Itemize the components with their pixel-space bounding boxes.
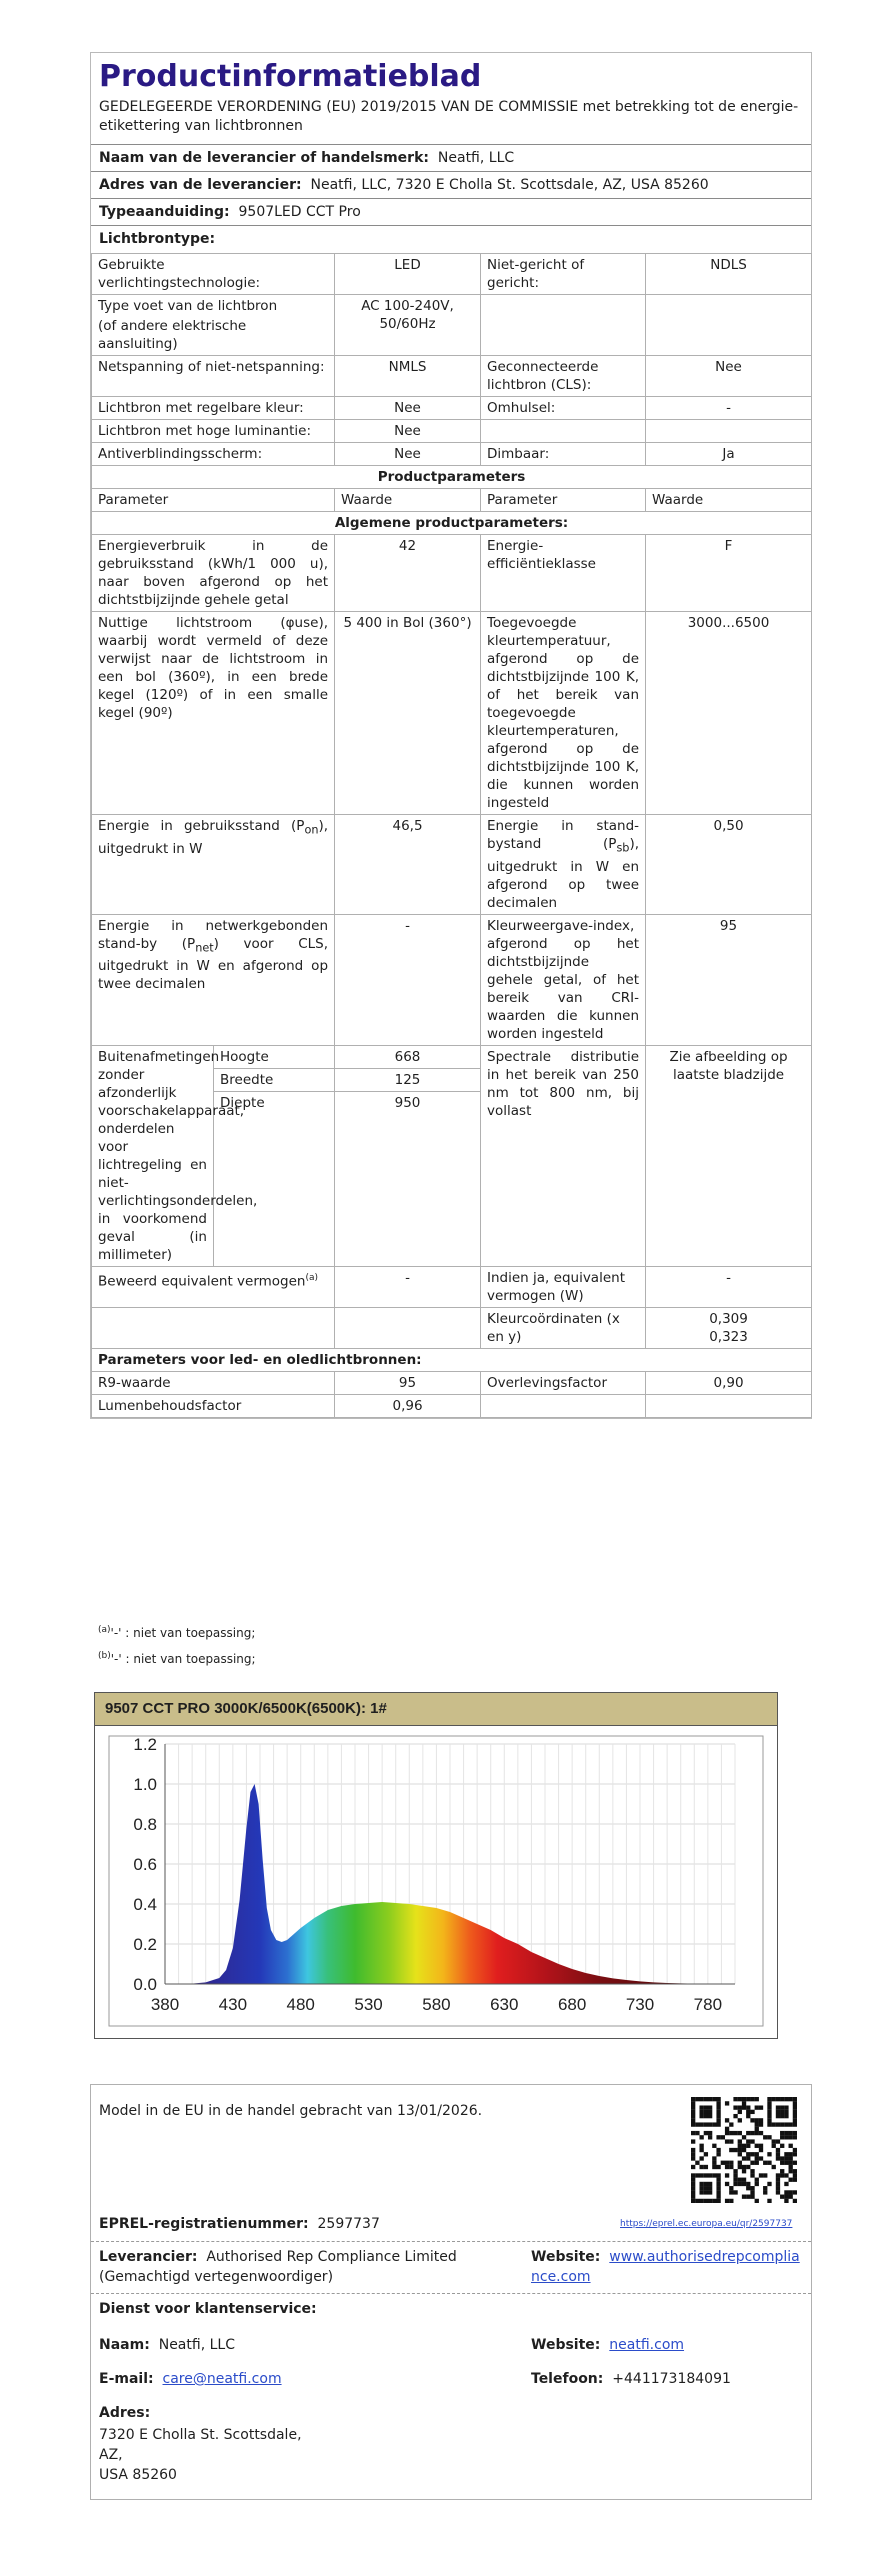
table-row [92,914,812,1045]
param-value: 0,96 [335,1394,481,1417]
param-value: 95 [335,1371,481,1394]
param-label: Energie in stand-bystand $(P_{sb})$, uitgedrukt in W en afgerond op twee decimalen [481,815,646,915]
param-label: Nuttige lichtstroom (φuse), waarbij wordt vermeld of deze verwijst naar de lichtstroom in een bol (360º), in een brede kegel (120º) of in een smalle kegel (90º) [92,612,335,815]
param-label: Toegevoegde kleurtemperatuur, afgerond op de dichtstbijzijnde 100 K, of het bereik van toegevoegde kleurtemperaturen, afgerond op de dichtstbijzijnde 100 K, die kunnen worden ingesteld [481,612,646,815]
param-value: 42 [335,535,481,612]
dimension-values: 668 125 950 [335,1045,481,1266]
param-value: NMLS [335,356,481,397]
chart-title: 9507 CCT PRO 3000K/6500K(6500K): 1# [95,1693,777,1726]
param-label: Lichtbron met hoge luminantie: [92,420,335,443]
section-header-row: Parameters voor led- en oledlichtbronnen: [92,1348,812,1371]
param-value: 95 [646,914,812,1045]
param-label: Lumenbehoudsfactor [92,1394,335,1417]
spectrum-chart [94,1692,778,2039]
eprel-qr-link[interactable]: https://eprel.ec.europa.eu/qr/2597737 [620,2219,793,2229]
table-row [92,535,812,612]
table-row [92,420,812,443]
param-label: Type voet van de lichtbron (of andere elektrische aansluiting) [92,295,335,356]
placed-on-market-text: Model in de EU in de handel gebracht van 13/01/2026. [99,2103,483,2119]
param-value: 0,90 [646,1371,812,1394]
table-row [92,1266,812,1307]
param-value: Nee [335,397,481,420]
eprel-registration: EPREL-registratienummer: 2597737 [99,2216,380,2232]
authorised-rep-website: Website: www.authorisedrepcomplia nce.com [531,2249,800,2285]
param-value: AC 100-240V, 50/60Hz [335,295,481,356]
table-row [92,815,812,915]
param-label: Lichtbron met regelbare kleur: [92,397,335,420]
address-row: Adres van de leverancier: Neatfi, LLC, 7320 E Cholla St. Scottsdale, AZ, USA 85260 [91,171,811,198]
service-email: E-mail: care@neatfi.com [99,2371,282,2387]
param-label: Geconnecteerde lichtbron (CLS): [481,356,646,397]
y-tick-label: 0.6 [133,1855,157,1874]
param-value: 0,309 0,323 [646,1307,812,1348]
param-value: - [335,1266,481,1307]
table-row [92,1394,812,1417]
y-tick-label: 1.2 [133,1735,157,1754]
table-row [92,254,812,295]
param-label: Spectrale distributie in het bereik van 250 nm tot 800 nm, bij vollast [481,1045,646,1266]
param-label: Kleurcoördinaten (x en y) [481,1307,646,1348]
model-row: Typeaanduiding: 9507LED CCT Pro [91,198,811,225]
param-label: Energieverbruik in de gebruiksstand (kWh/1 000 u), naar boven afgerond op het dichtstbijzijnde gehele getal [92,535,335,612]
param-label: Energie in netwerkgebonden stand-by $(P_{net})$ voor CLS, uitgedrukt in W en afgerond op twee decimalen [92,914,335,1045]
x-tick-label: 780 [693,1995,723,2014]
y-tick-label: 0.0 [133,1975,157,1994]
param-value: F [646,535,812,612]
param-label: Netspanning of niet-netspanning: [92,356,335,397]
param-label: Niet-gericht of gericht: [481,254,646,295]
table-row [92,1307,812,1348]
table-row [92,1371,812,1394]
parameter-table [91,253,812,1418]
param-label: Antiverblindingsscherm: [92,443,335,466]
customer-service-title: Dienst voor klantenservice: [99,2301,317,2317]
table-row [92,356,812,397]
param-value: 46,5 [335,815,481,915]
table-row [92,397,812,420]
section-header-row: Productparameters [92,466,812,489]
y-tick-label: 0.4 [133,1895,157,1914]
param-value: NDLS [646,254,812,295]
param-label: R9-waarde [92,1371,335,1394]
param-value: Ja [646,443,812,466]
x-tick-label: 580 [422,1995,451,2014]
x-tick-label: 730 [625,1995,655,2014]
y-tick-label: 0.8 [133,1815,157,1834]
x-tick-label: 530 [354,1995,383,2014]
param-value: Nee [335,443,481,466]
authorised-rep: Leverancier: Authorised Rep Compliance Limited (Gemachtigd vertegenwoordiger) [99,2249,457,2285]
param-value: 3000...6500 [646,612,812,815]
y-tick-label: 1.0 [133,1775,157,1794]
param-value: - [335,914,481,1045]
supplier-row: Naam van de leverancier of handelsmerk: Neatfi, LLC [91,144,811,171]
param-value: 0,50 [646,815,812,915]
param-value: Nee [646,356,812,397]
service-address: 7320 E Cholla St. Scottsdale, AZ, USA 85260 [99,2427,302,2483]
param-label: Dimbaar: [481,443,646,466]
product-information-sheet [90,52,812,1419]
service-phone: Telefoon: +441173184091 [531,2371,731,2387]
x-tick-label: 430 [218,1995,248,2014]
param-label: Energie in gebruiksstand $(P_{on})$, uitgedrukt in W [92,815,335,915]
param-value: Zie afbeelding op laatste bladzijde [646,1045,812,1266]
service-website: Website: neatfi.com [531,2337,685,2353]
column-header-row: Parameter Waarde Parameter Waarde [92,489,812,512]
param-label: Buitenafmetingen zonder afzonderlijk voorschakelapparaat, onderdelen voor lichtregeling en niet-verlichtingsonderdelen, in voorkomend geval (in millimeter) [92,1045,214,1266]
param-value: Nee [335,420,481,443]
page-title: Productinformatieblad [99,59,482,94]
x-tick-label: 680 [557,1995,587,2014]
param-value: 5 400 in Bol (360°) [335,612,481,815]
x-tick-label: 480 [286,1995,315,2014]
x-tick-label: 630 [490,1995,519,2014]
footnote-a: $^{(a)}$'-' : niet van toepassing; [98,1625,256,1640]
section-header-row: Algemene productparameters: [92,512,812,535]
param-label: Kleurweergave-index, afgerond op het dichtstbijzijnde gehele getal, of het bereik van CRI-waarden die kunnen worden ingesteld [481,914,646,1045]
param-label: Beweerd equivalent vermogen$^{(a)}$ [92,1266,335,1307]
spectrum-plot [95,1726,777,2037]
table-row [92,612,812,815]
footnote-b: $^{(b)}$'-' : niet van toepassing; [98,1651,256,1666]
qr-code-icon[interactable] [691,2097,797,2203]
param-value: LED [335,254,481,295]
table-row [92,1045,812,1266]
param-value: - [646,397,812,420]
param-label: Energie-efficiëntieklasse [481,535,646,612]
service-name: Naam: Neatfi, LLC [99,2337,235,2353]
param-value: - [646,1266,812,1307]
eprel-section [90,2084,812,2500]
param-label: Indien ja, equivalent vermogen (W) [481,1266,646,1307]
param-label: Overlevingsfactor [481,1371,646,1394]
table-row [92,295,812,356]
lightsource-type-row: Lichtbrontype: [91,225,811,253]
service-address-label: Adres: [99,2405,151,2421]
y-tick-label: 0.2 [133,1935,157,1954]
table-row [92,443,812,466]
x-tick-label: 380 [150,1995,180,2014]
param-label: Gebruikte verlichtingstechnologie: [92,254,335,295]
param-label: Omhulsel: [481,397,646,420]
dimension-cell: Hoogte Breedte Diepte [214,1045,335,1266]
regulation-subtitle: GEDELEGEERDE VERORDENING (EU) 2019/2015 VAN DE COMMISSIE met betrekking tot de energie-etikettering van lichtbronnen [99,99,799,134]
